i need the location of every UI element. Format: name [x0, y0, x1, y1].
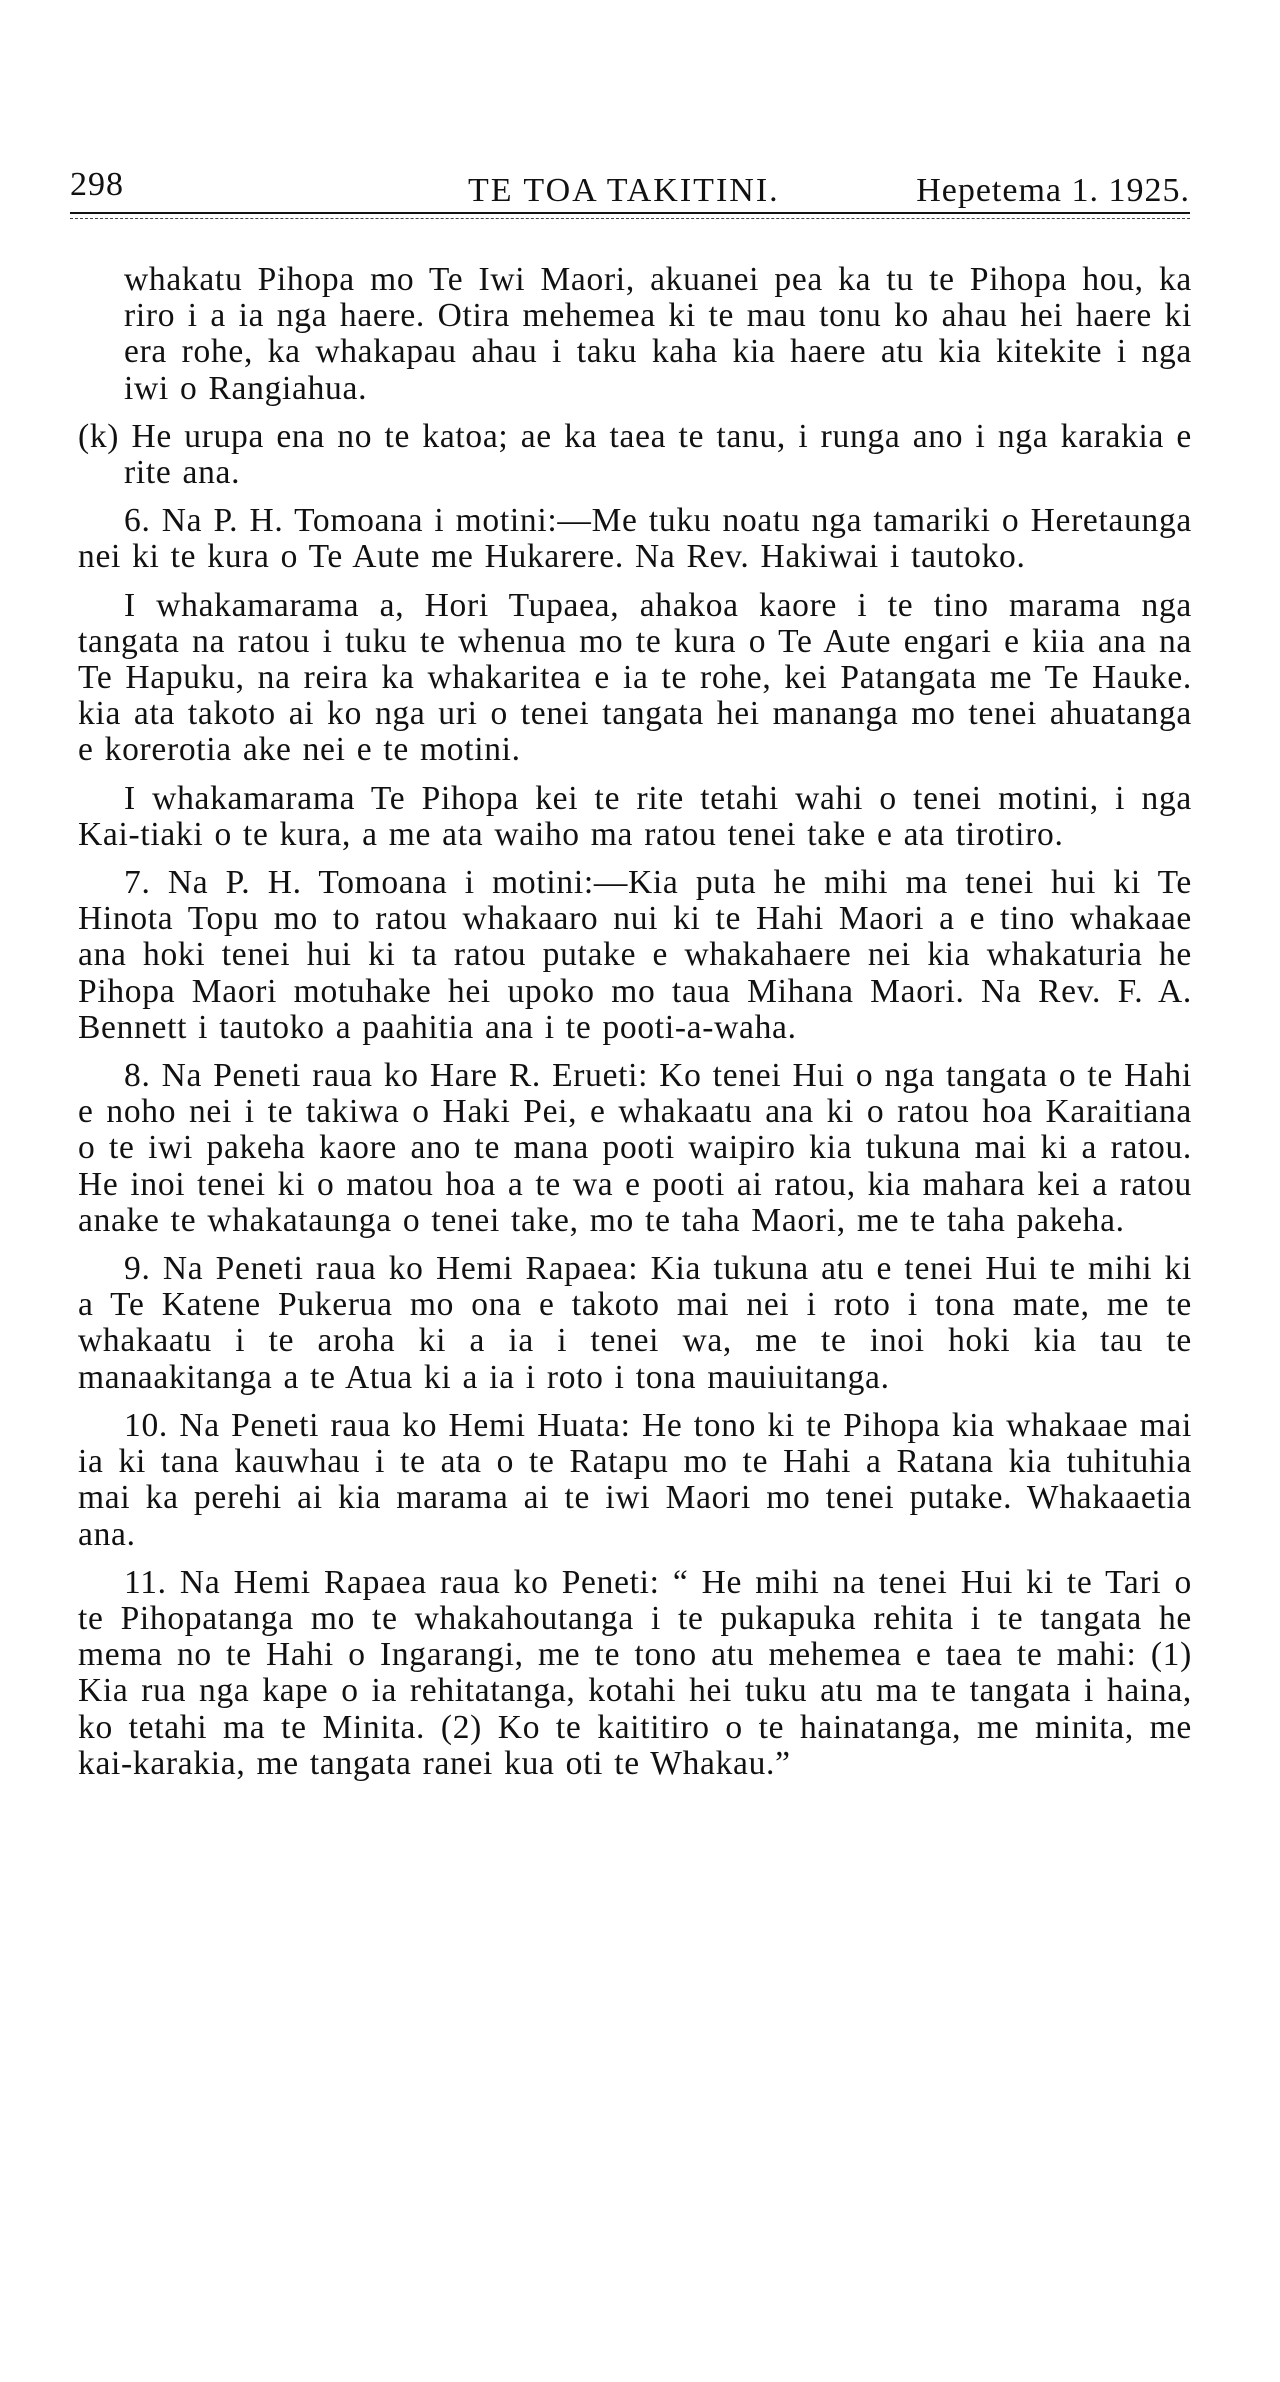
paragraph-motion-10: 10. Na Peneti raua ko Hemi Huata: He tono ki te Pihopa kia whakaae mai ia ki tana kauwhau i te ata o te Ratapu mo te Hahi a Ratana kia tuhituhia mai ka perehi ai kia marama ai te iwi Maori mo tenei putake. Whakaaetia ana. — [78, 1406, 1192, 1553]
issue-date: Hepetema 1. 1925. — [916, 172, 1190, 209]
header-rule-dashed — [70, 218, 1190, 219]
page-header — [70, 158, 1190, 208]
paragraph-explanation-pihopa: I whakamarama Te Pihopa kei te rite tetahi wahi o tenei motini, i nga Kai-tiaki o te kura, a me ata waiho ma ratou tenei take e ata tirotiro. — [78, 779, 1192, 853]
header-rule — [70, 212, 1190, 214]
paragraph-explanation-hori: I whakamarama a, Hori Tupaea, ahakoa kaore i te tino marama nga tangata na ratou i tuku te whenua mo te kura o Te Aute engari e kiia ana na Te Hapuku, na reira ka whakaritea e ia te rohe, kei Patangata me Te Hauke. kia ata takoto ai ko nga uri o tenei tangata hei mananga mo tenei ahuatanga e korerotia ake nei e te motini. — [78, 586, 1192, 769]
paragraph-item-k: (k) He urupa ena no te katoa; ae ka taea te tanu, i runga ano i nga karakia e rite ana. — [78, 417, 1192, 492]
paragraph-motion-7: 7. Na P. H. Tomoana i motini:—Kia puta he mihi ma tenei hui ki Te Hinota Topu mo to ratou whakaaro nui ki te Hahi Maori a e tino whakaae ana hoki tenei hui ki ta ratou putake e whakahaere nei kia whakaturia he Pihopa Maori motuhake hei upoko mo taua Mihana Maori. Na Rev. F. A. Bennett i tautoko a paahitia ana i te pooti-a-waha. — [78, 864, 1192, 1046]
article-body — [78, 262, 1192, 1794]
paragraph-motion-11: 11. Na Hemi Rapaea raua ko Peneti: “ He mihi na tenei Hui ki te Tari o te Pihopatanga mo te whakahoutanga i te pukapuka rehita i te tangata he mema no te Hahi o Ingarangi, me te tono atu mehemea e taea te mahi: (1) Kia rua nga kape o ia rehitatanga, kotahi hei tuku atu ma te tangata i haina, ko tetahi ma te Minita. (2) Ko te kaititiro o te hainatanga, me minita, me kai-karakia, me tangata ranei kua oti te Whakau.” — [78, 1563, 1192, 1782]
page-number: 298 — [70, 166, 124, 203]
paragraph-motion-9: 9. Na Peneti raua ko Hemi Rapaea: Kia tukuna atu e tenei Hui te mihi ki a Te Katene Pukerua mo ona e takoto mai nei i roto i tona mate, me te whakaatu i te aroha ki a ia i tenei wa, me te inoi hoki kia tau te manaakitanga a te Atua ki a ia i roto i tona mauiuitanga. — [78, 1250, 1192, 1396]
journal-title: TE TOA TAKITINI. — [468, 172, 780, 209]
paragraph-continuation: whakatu Pihopa mo Te Iwi Maori, akuanei pea ka tu te Pihopa hou, ka riro i a ia nga haere. Otira mehemea ki te mau tonu ko ahau hei haere ki era rohe, ka whakapau ahau i taku kaha kia haere atu kia kitekite i nga iwi o Rangiahua. — [124, 261, 1192, 407]
paragraph-motion-8: 8. Na Peneti raua ko Hare R. Erueti: Ko tenei Hui o nga tangata o te Hahi e noho nei i te takiwa o Haki Pei, e whakaatu ana ki o ratou hoa Karaitiana o te iwi pakeha kaore ano te mana pooti waipiro kia tukuna mai ki a ratou. He inoi tenei ki o matou hoa a te wa e pooti ai ratou, kia mahara kei a ratou anake te whakataunga o tenei take, mo te taha Maori, me te taha pakeha. — [78, 1057, 1192, 1239]
paragraph-motion-6: 6. Na P. H. Tomoana i motini:—Me tuku noatu nga tamariki o Heretaunga nei ki te kura o Te Aute me Hukarere. Na Rev. Hakiwai i tautoko. — [78, 502, 1192, 576]
